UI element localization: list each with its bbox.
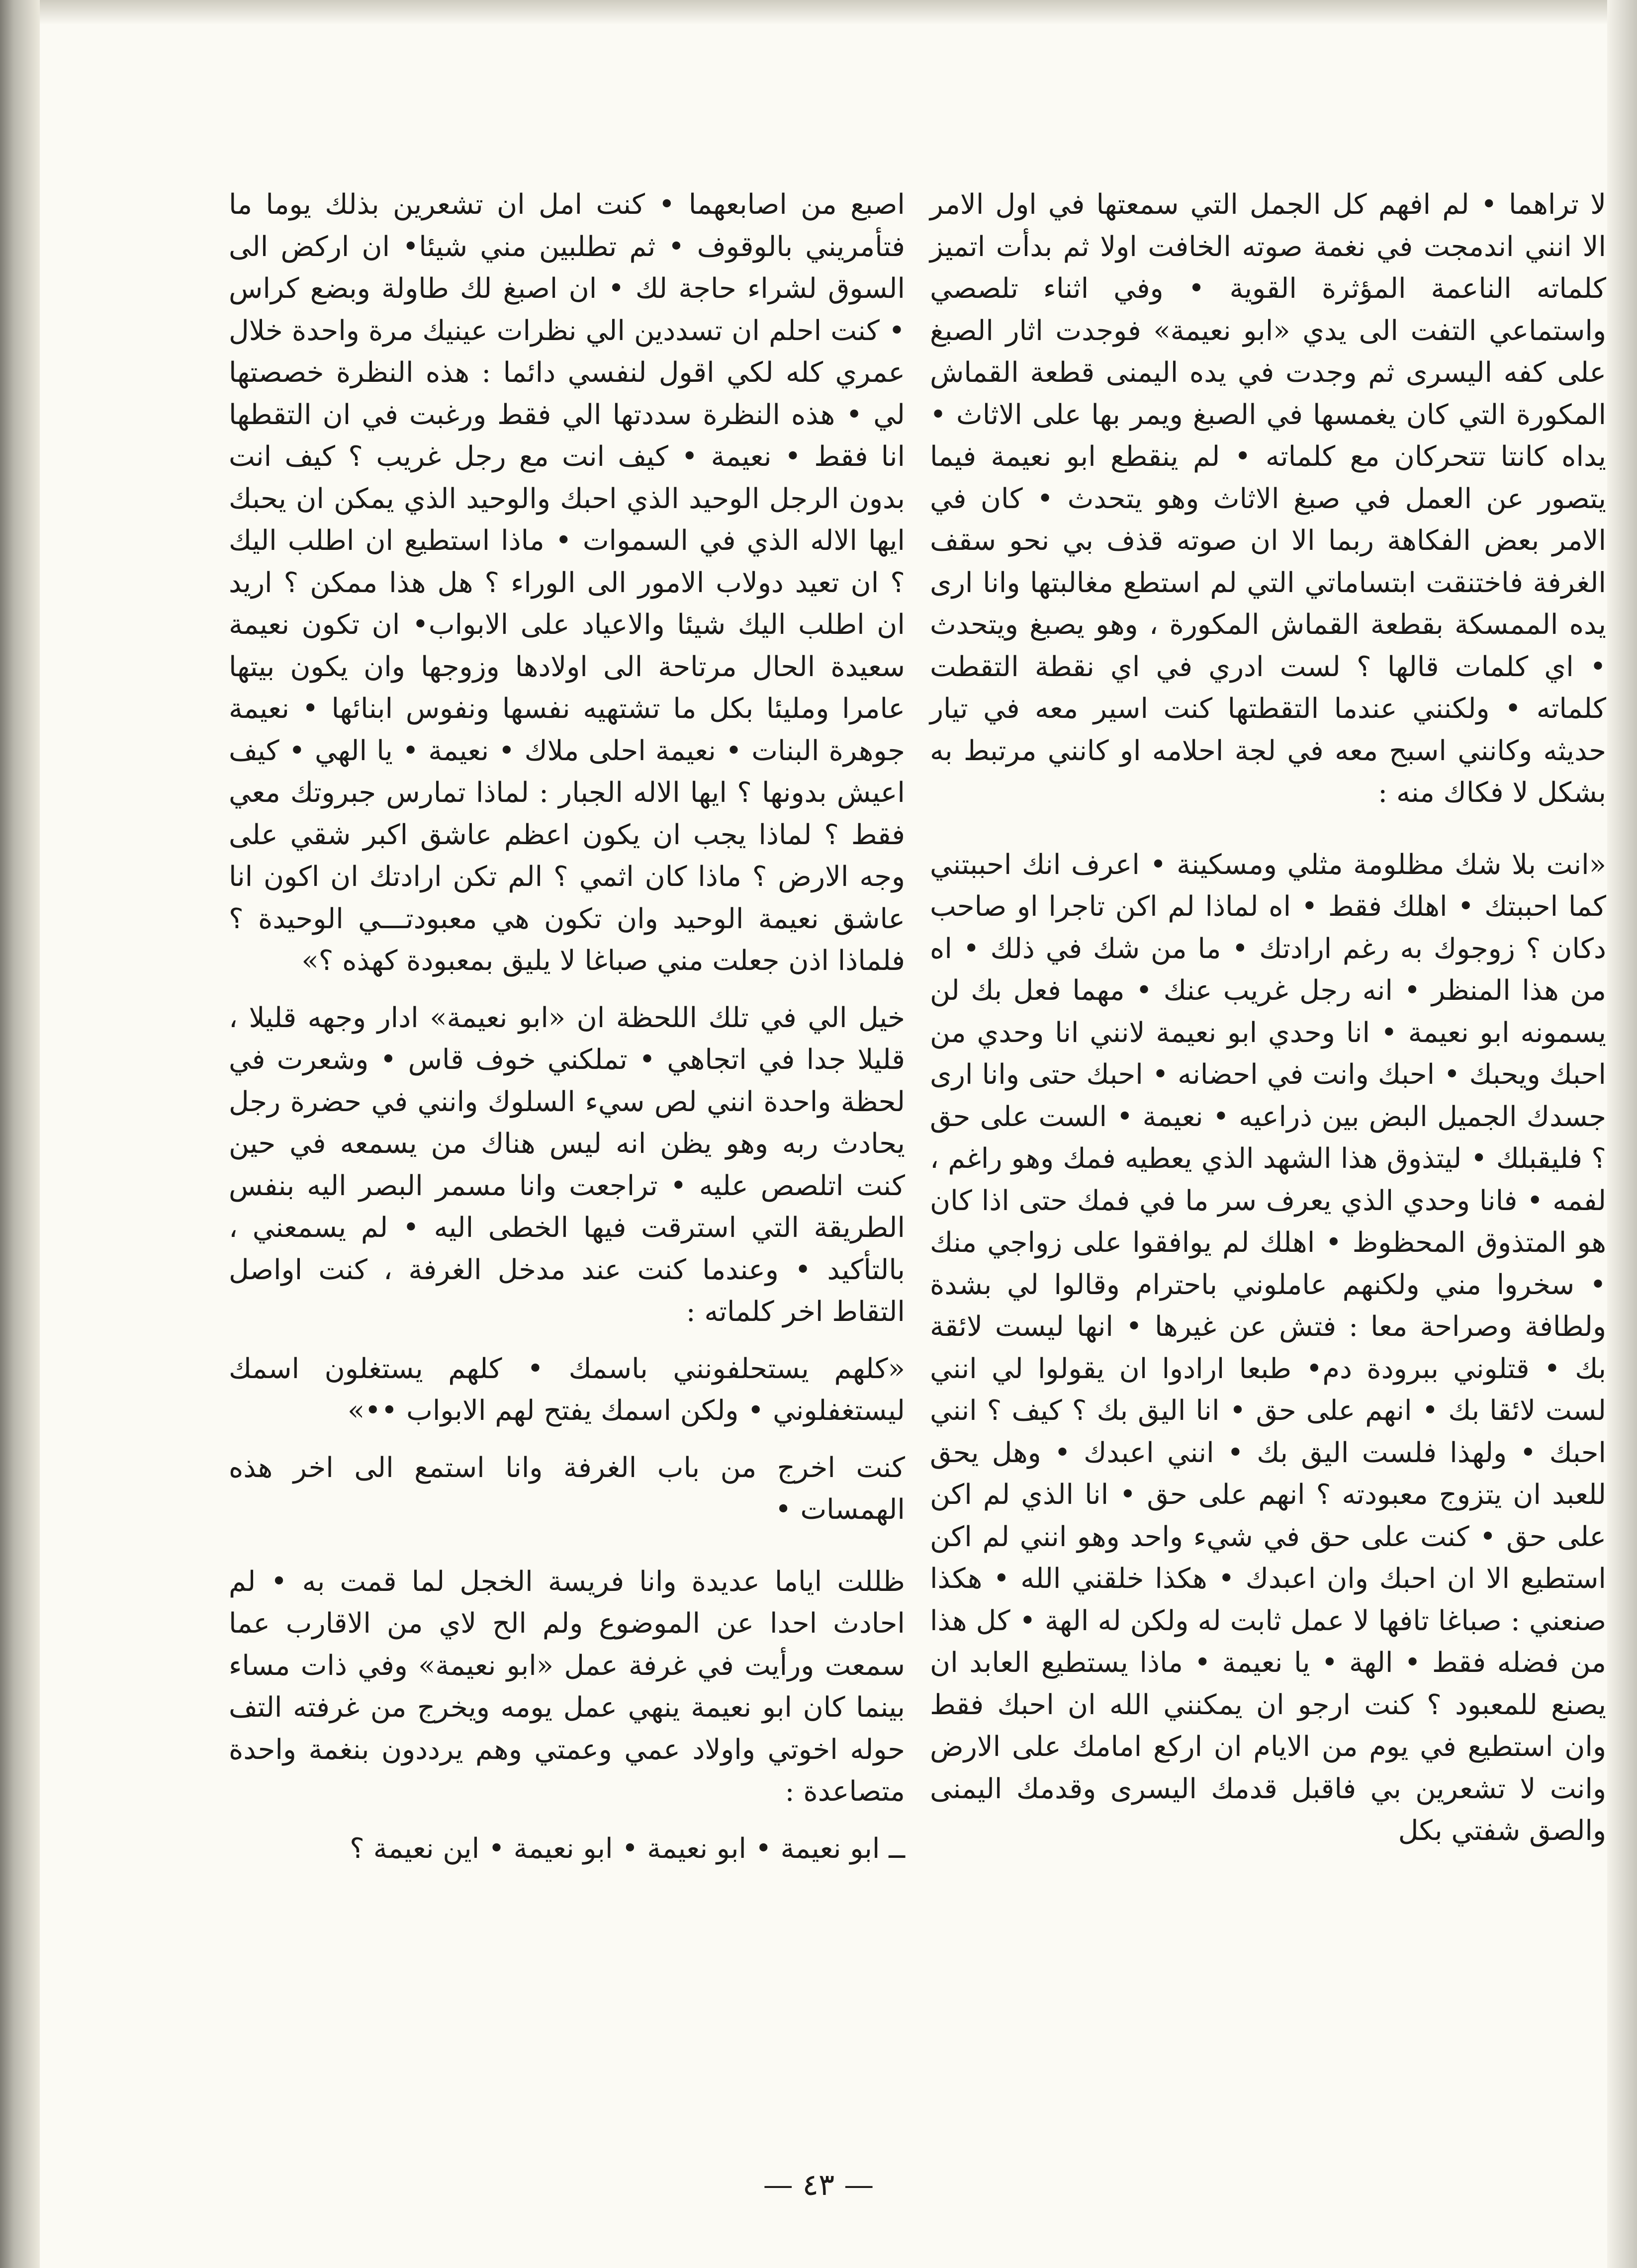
text-column-right: [930, 184, 1606, 1852]
paragraph: «كلهم يستحلفونني باسمك • كلهم يستغلون اسمك ليستغفلوني • ولكن اسمك يفتح لهم الابواب ••»: [229, 1352, 905, 1427]
page-edge-right: [1607, 0, 1637, 2268]
paragraph: ظللت اياما عديدة وانا فريسة الخجل لما قمت به • لم احادث احدا عن الموضوع ولم الح لاي من الاقارب عما سمعت ورأيت في غرفة عمل «ابو نعيمة» وفي ذات مساء بينما كان ابو نعيمة ينهي عمل يومه ويخرج من غرفته التف حوله اخوتي واولاد عمي وعمتي وهم يرددون بنغمة واحدة متصاعدة :: [229, 1565, 905, 1808]
paragraph: اصبع من اصابعهما • كنت امل ان تشعرين بذلك يوما ما فتأمريني بالوقوف • ثم تطلبين مني شيئا• ان اركض الى السوق لشراء حاجة لك • ان اصبغ لك طاولة وبضع كراس • كنت احلم ان تسددين الي نظرات عينيك مرة واحدة خلال عمري كله لكي اقول لنفسي دائما : هذه النظرة خصصتها لي • هذه النظرة سددتها الي فقط ورغبت في ان التقطها انا فقط • نعيمة • كيف انت مع رجل غريب ؟ كيف انت بدون الرجل الوحيد الذي احبك والوحيد الذي يمكن ان يحبك ايها الاله الذي في السموات • ماذا استطيع ان اطلب اليك ؟ ان تعيد دولاب الامور الى الوراء ؟ هل هذا ممكن ؟ اريد ان اطلب اليك شيئا والاعياد على الابواب• ان تكون نعيمة سعيدة الحال مرتاحة الى اولادها وزوجها وان يكون بيتها عامرا ومليئا بكل ما تشتهيه نفسها ونفوس ابنائها • نعيمة جوهرة البنات • نعيمة احلى ملاك • نعيمة • يا الهي • كيف اعيش بدونها ؟ ايها الاله الجبار : لماذا تمارس جبروتك معي فقط ؟ لماذا يجب ان يكون اعظم عاشق اكبر شقي على وجه الارض ؟ ماذا كان اثمي ؟ الم تكن ارادتك ان اكون انا عاشق نعيمة الوحيد وان تكون هي معبودتـــي الوحيدة ؟ فلماذا اذن جعلت مني صباغا لا يليق بمعبودة كهذه ؟»: [229, 188, 905, 977]
page-edge-top: [0, 0, 1637, 25]
paragraph: كنت اخرج من باب الغرفة وانا استمع الى اخر هذه الهمسات •: [229, 1451, 905, 1526]
page-number: — ٤٣ —: [763, 2168, 874, 2202]
paragraph: «انت بلا شك مظلومة مثلي ومسكينة • اعرف انك احببتني كما احببتك • اهلك فقط • اه لماذا لم اكن تاجرا او صاحب دكان ؟ زوجوك به رغم ارادتك • ما من شك في ذلك • اه من هذا المنظر • انه رجل غريب عنك • مهما فعل بك لن يسمونه ابو نعيمة • انا وحدي ابو نعيمة لانني انا وحدي من احبك ويحبك • احبك وانت في احضانه • احبك حتى وانا ارى جسدك الجميل البض بين ذراعيه • نعيمة • الست على حق ؟ فليقبلك • ليتذوق هذا الشهد الذي يعطيه فمك وهو راغم ، لفمه • فانا وحدي الذي يعرف سر ما في فمك حتى اذا كان هو المتذوق المحظوظ • اهلك لم يوافقوا على زواجي منك • سخروا مني ولكنهم عاملوني باحترام وقالوا لي بشدة ولطافة وصراحة معا : فتش عن غيرها • انها ليست لائقة بك • قتلوني ببرودة دم• طبعا ارادوا ان يقولوا لي انني لست لائقا بك • انهم على حق • انا اليق بك ؟ كيف ؟ انني احبك • ولهذا فلست اليق بك • انني اعبدك • وهل يحق للعبد ان يتزوج معبودته ؟ انهم على حق • انا الذي لم اكن على حق • كنت على حق في شيء واحد وهو انني لم اكن استطيع الا ان احبك وان اعبدك • هكذا خلقني الله • هكذا صنعني : صباغا تافها لا عمل ثابت له ولكن له الهة • كل هذا من فضله فقط • الهة • يا نعيمة • ماذا يستطيع العابد ان يصنع للمعبود ؟ كنت ارجو ان يمكنني الله ان احبك فقط وان استطيع في يوم من الايام ان اركع امامك على الارض وانت لا تشعرين بي فاقبل قدمك اليسرى وقدمك اليمنى والصق شفتي بكل: [930, 848, 1606, 1847]
page-gutter-shadow: [0, 0, 40, 2268]
paragraph: ــ ابو نعيمة • ابو نعيمة • ابو نعيمة • اين نعيمة ؟: [350, 1832, 905, 1865]
paragraph: لا تراهما • لم افهم كل الجمل التي سمعتها في اول الامر الا انني اندمجت في نغمة صوته الخافت اولا ثم بدأت اتميز كلماته الناعمة المؤثرة القوية • وفي اثناء تلصصي واستماعي التفت الى يدي «ابو نعيمة» فوجدت اثار الصبغ على كفه اليسرى ثم وجدت في يده اليمنى قطعة القماش المكورة التي كان يغمسها في الصبغ ويمر بها على الاثاث • يداه كانتا تتحركان مع كلماته • لم ينقطع ابو نعيمة فيما يتصور عن العمل في صبغ الاثاث وهو يتحدث • كان في الامر بعض الفكاهة ربما الا ان صوته قذف بي نحو سقف الغرفة فاختنقت ابتساماتي التي لم استطع مغالبتها وانا ارى يده الممسكة بقطعة القماش المكورة ، وهو يصبغ ويتحدث • اي كلمات قالها ؟ لست ادري في اي نقطة التقطت كلماته • ولكنني عندما التقطتها كنت اسير معه في تيار حديثه وكانني اسبح معه في لجة احلامه او كانني مرتبط به بشكل لا فكاك منه :: [930, 188, 1607, 809]
paragraph: خيل الي في تلك اللحظة ان «ابو نعيمة» ادار وجهه قليلا ، قليلا جدا في اتجاهي • تملكني خوف قاس • وشعرت في لحظة واحدة انني لص سيء السلوك وانني في حضرة رجل يحادث ربه وهو يظن انه ليس هناك من يسمعه في حين كنت اتلصص عليه • تراجعت وانا مسمر البصر اليه بنفس الطريقة التي استرقت فيها الخطى اليه • لم يسمعني ، بالتأكيد • وعندما كنت عند مدخل الغرفة ، كنت اواصل التقاط اخر كلماته :: [229, 1001, 906, 1328]
text-column-left: [229, 184, 905, 1870]
